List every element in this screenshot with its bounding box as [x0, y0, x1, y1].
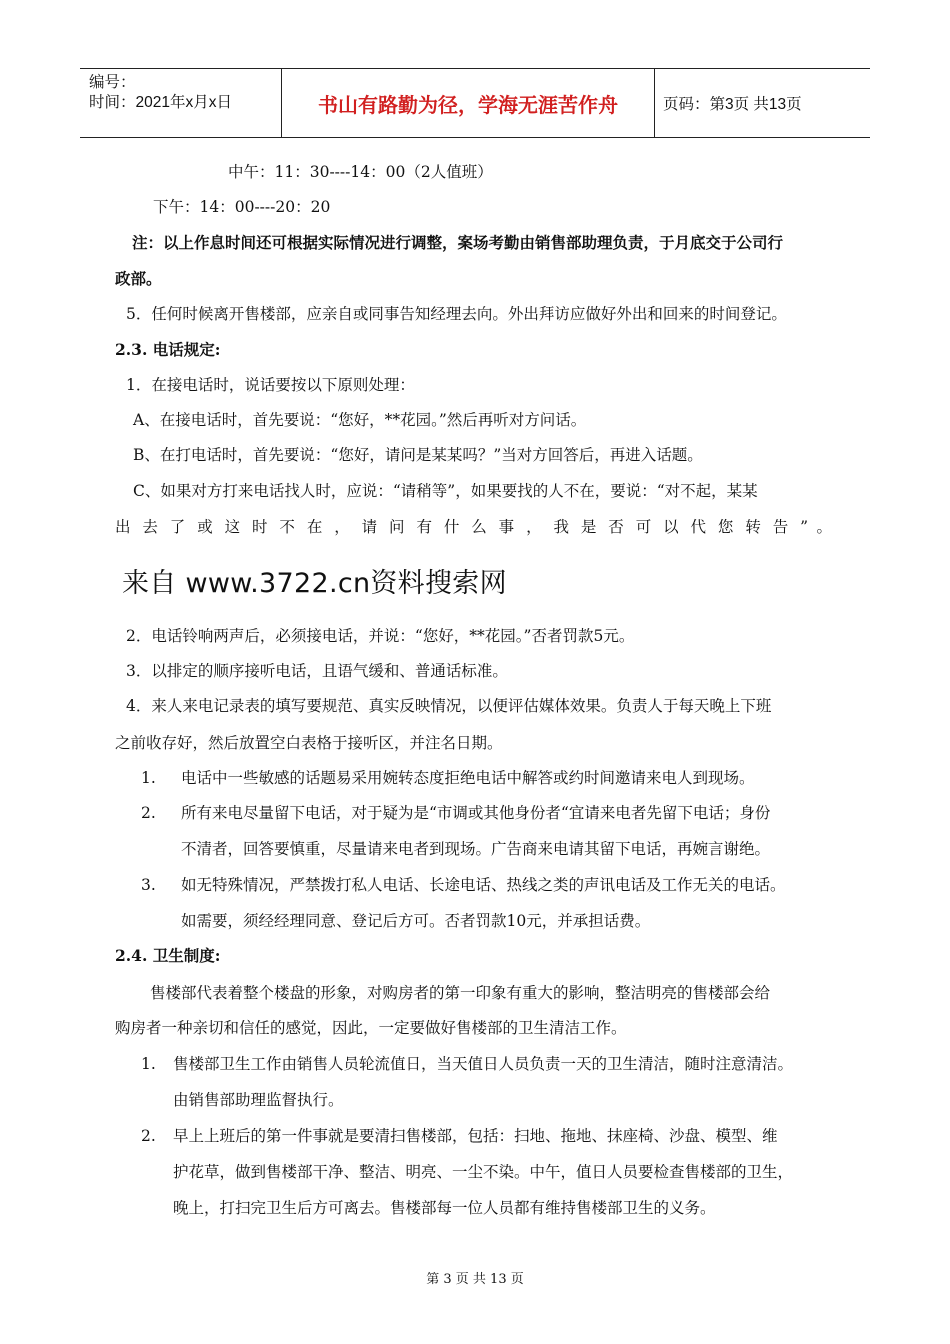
phone-rule-1a: A、在接电话时，首先要说：“您好，**花园。”然后再听对方问话。 [133, 411, 587, 429]
hygiene-rule-1-line-2: 由销售部助理监督执行。 [173, 1091, 344, 1109]
hygiene-intro-line-1: 售楼部代表着整个楼盘的形象，对购房者的第一印象有重大的影响，整洁明亮的售楼部会给 [150, 984, 771, 1002]
list-marker: 1. [141, 1055, 156, 1073]
phone-rule-2: 2．电话铃响两声后，必须接电话，并说：“您好，**花园。”否者罚款5元。 [126, 627, 635, 645]
phone-rule-4-line-1: 4．来人来电记录表的填写要规范、真实反映情况，以便评估媒体效果。负责人于每天晚上下班 [126, 697, 772, 715]
list-marker: 3. [141, 876, 156, 894]
phone-rule-3: 3．以排定的顺序接听电话，且语气缓和、普通话标准。 [126, 662, 508, 680]
hygiene-intro-line-2: 购房者一种亲切和信任的感觉，因此，一定要做好售楼部的卫生清洁工作。 [115, 1019, 627, 1037]
hygiene-rule-2-line-2: 护花草，做到售楼部干净、整洁、明亮、一尘不染。中午，值日人员要检查售楼部的卫生， [173, 1163, 794, 1181]
note-line-1: 注：以上作息时间还可根据实际情况进行调整，案场考勤由销售部助理负责，于月底交于公司行 [132, 233, 784, 252]
phone-rule-1c-line-2: 出 去 了 或 这 时 不 在 ， 请 问 有 什 么 事 ， 我 是 否 可 以 代 您 转 告 ” 。 [115, 518, 832, 536]
header-motto: 书山有路勤为径，学海无涯苦作舟 [282, 69, 655, 137]
document-date-label: 时间：2021年x月x日 [89, 94, 232, 111]
header-meta [80, 69, 282, 137]
rule-5: 5．任何时候离开售楼部，应亲自或同事告知经理去向。外出拜访应做好外出和回来的时间登记。 [126, 305, 787, 323]
schedule-noon: 中午：11：30----14：00（2人值班） [228, 163, 493, 181]
hygiene-rule-1-line-1: 售楼部卫生工作由销售人员轮流值日，当天值日人员负责一天的卫生清洁，随时注意清洁。 [173, 1055, 794, 1073]
phone-rule-1c-line-1: C、如果对方打来电话找人时，应说：“请稍等”，如果要找的人不在，要说：“对不起，某某 [133, 482, 758, 500]
hygiene-rule-2-line-3: 晚上，打扫完卫生后方可离去。售楼部每一位人员都有维持售楼部卫生的义务。 [173, 1199, 716, 1217]
page-header [80, 68, 870, 138]
phone-sub-rule-1: 电话中一些敏感的话题易采用婉转态度拒绝电话中解答或约时间邀请来电人到现场。 [181, 769, 755, 787]
note-line-2: 政部。 [115, 269, 162, 288]
list-marker: 2. [141, 1127, 156, 1145]
phone-rule-1b: B、在打电话时，首先要说：“您好，请问是某某吗？”当对方回答后，再进入话题。 [133, 446, 703, 464]
page-footer: 第 3 页 共 13 页 [426, 1272, 524, 1287]
phone-sub-rule-2-line-1: 所有来电尽量留下电话，对于疑为是“市调或其他身份者“宜请来电者先留下电话；身份 [181, 804, 771, 822]
section-heading-2-4: 2.4. 卫生制度: [115, 946, 221, 965]
phone-sub-rule-3-line-2: 如需要，须经经理同意、登记后方可。否者罚款10元，并承担话费。 [181, 912, 651, 930]
phone-rule-4-line-2: 之前收存好，然后放置空白表格于接听区，并注名日期。 [115, 734, 503, 752]
source-banner: 来自 www.3722.cn资料搜索网 [122, 568, 507, 599]
schedule-afternoon: 下午：14：00----20：20 [153, 198, 331, 216]
hygiene-rule-2-line-1: 早上上班后的第一件事就是要清扫售楼部，包括：扫地、拖地、抹座椅、沙盘、模型、维 [173, 1127, 778, 1145]
section-heading-2-3: 2.3. 电话规定: [115, 340, 221, 359]
header-page-number: 页码：第3页 共13页 [663, 96, 802, 113]
document-number-label: 编号： [89, 74, 136, 91]
phone-sub-rule-2-line-2: 不清者，回答要慎重，尽量请来电者到现场。广告商来电请其留下电话，再婉言谢绝。 [181, 840, 771, 858]
phone-rule-1: 1．在接电话时，说话要按以下原则处理： [126, 376, 415, 394]
list-marker: 1. [141, 769, 156, 787]
list-marker: 2. [141, 804, 156, 822]
phone-sub-rule-3-line-1: 如无特殊情况，严禁拨打私人电话、长途电话、热线之类的声讯电话及工作无关的电话。 [181, 876, 786, 894]
